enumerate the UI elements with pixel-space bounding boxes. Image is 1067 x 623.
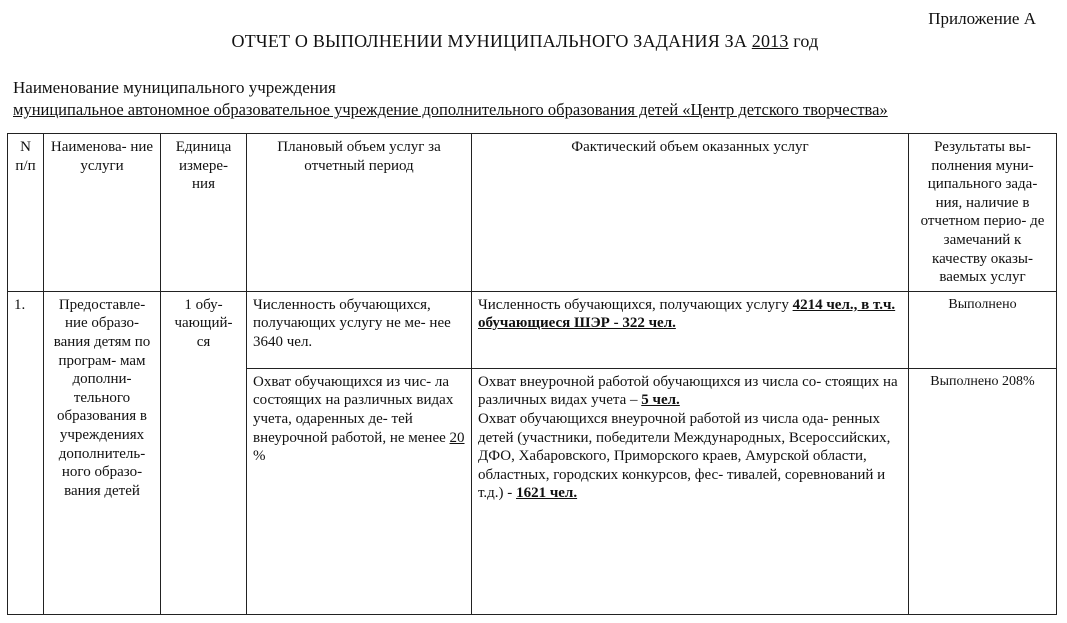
table-header-row [8, 134, 1057, 292]
row-result-2: Выполнено 208% [909, 368, 1057, 614]
actual-1-value: 4214 чел., в т.ч. обучающиеся ШЭР - 322 чел. [478, 296, 896, 332]
header-unit: Единица измере- ния [161, 134, 247, 292]
header-actual: Фактический объем оказанных услуг [472, 134, 909, 292]
header-planned: Плановый объем услуг за отчетный период [247, 134, 472, 292]
row-unit: 1 обу- чающий- ся [161, 291, 247, 614]
institution-label: Наименование муниципального учреждения [13, 78, 336, 97]
title-suffix: год [788, 31, 819, 51]
institution-name: муниципальное автономное образовательное учреждение дополнительного образования детей «Центр детского творчества» [13, 100, 888, 119]
header-results: Результаты вы- полнения муни- ципального зада- ния, наличие в отчетном перио- де замечаний к качеству оказы- ваемых услуг [909, 134, 1057, 292]
planned-2-text: Охват обучающихся из чис- ла состоящих на различных видах учета, одаренных де- тей внеурочной работой, не менее [253, 373, 454, 446]
row-num: 1. [8, 291, 44, 614]
planned-2-unit: % [253, 448, 266, 465]
row-result-1: Выполнено [909, 291, 1057, 368]
header-service: Наименова- ние услуги [44, 134, 161, 292]
appendix-label: Приложение А [928, 9, 1036, 28]
row-planned-2 [247, 368, 472, 614]
planned-2-value: 20 [449, 429, 465, 446]
row-service: Предоставле- ние образо- вания детям по програм- мам дополни- тельного образования в учреждениях дополнитель- ного образо- вания детей [44, 291, 161, 614]
actual-2-text-2: Охват обучающихся внеурочной работой из числа ода- ренных детей (участники, победители Международных, Всероссийских, ДФО, Хабаровского, Приморского краев, Амурской области, областных, городских конкурсов, фес- тивалей, соревнований и т.д.) - [478, 410, 891, 502]
actual-1-text: Численность обучающихся, получающих услугу [478, 296, 793, 313]
actual-2-value-2: 1621 чел. [516, 485, 578, 502]
row-planned-1: Численность обучающихся, получающих услугу не ме- нее 3640 чел. [247, 291, 472, 368]
actual-2-text-1: Охват внеурочной работой обучающихся из числа со- стоящих на различных видах учета – [478, 373, 898, 409]
row-actual-2 [472, 368, 909, 614]
title-year: 2013 [751, 31, 789, 51]
table-row [8, 291, 1057, 368]
report-table [7, 133, 1057, 615]
title-prefix: ОТЧЕТ О ВЫПОЛНЕНИИ МУНИЦИПАЛЬНОГО ЗАДАНИЯ ЗА [231, 31, 752, 51]
actual-2-value-1: 5 чел. [641, 392, 680, 409]
row-actual-1 [472, 291, 909, 368]
report-title [0, 31, 1050, 52]
header-num: N п/п [8, 134, 44, 292]
